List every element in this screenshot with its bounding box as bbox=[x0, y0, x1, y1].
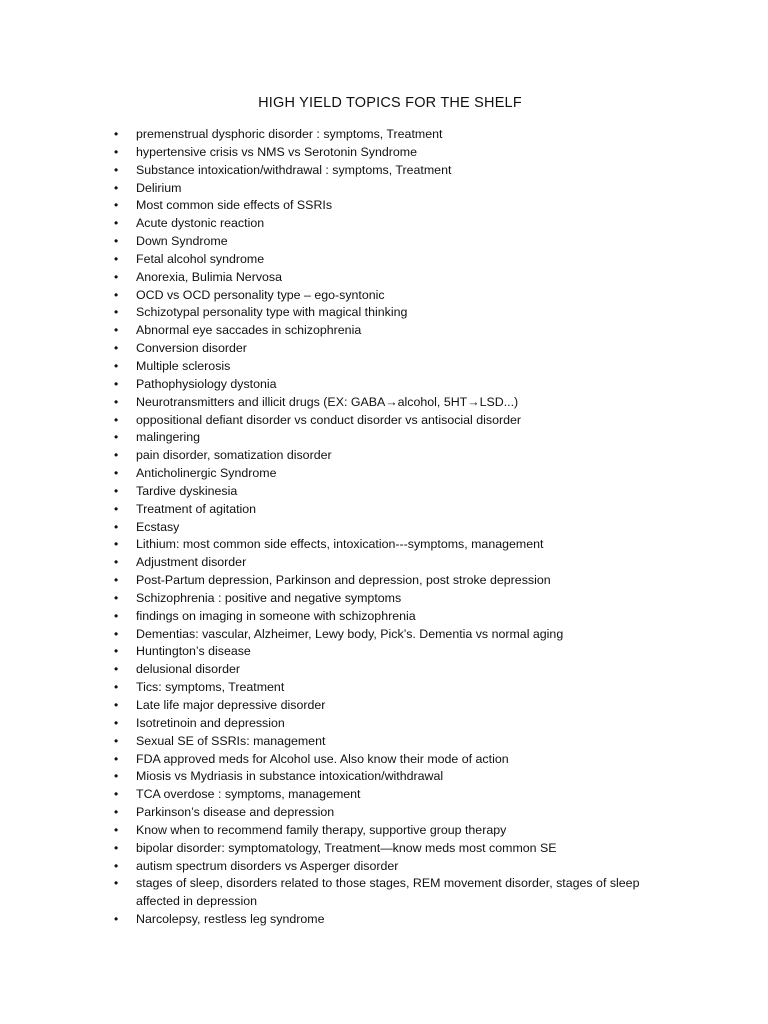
list-item bbox=[112, 572, 672, 590]
bullet-icon: • bbox=[114, 715, 119, 730]
topic-text: Lithium: most common side effects, intoxication---symptoms, management bbox=[136, 537, 544, 552]
topic-text: Anticholinergic Syndrome bbox=[136, 466, 277, 481]
topic-text: Multiple sclerosis bbox=[136, 358, 231, 373]
topic-text: malingering bbox=[136, 430, 201, 445]
topic-text: Tardive dyskinesia bbox=[136, 483, 238, 498]
list-item bbox=[112, 661, 672, 679]
bullet-icon: • bbox=[114, 876, 119, 891]
list-item bbox=[112, 751, 672, 769]
topic-text: findings on imaging in someone with schizophrenia bbox=[136, 608, 416, 623]
bullet-icon: • bbox=[114, 608, 119, 623]
list-item bbox=[112, 697, 672, 715]
bullet-icon: • bbox=[114, 769, 119, 784]
list-item bbox=[112, 840, 672, 858]
bullet-icon: • bbox=[114, 430, 119, 445]
list-item bbox=[112, 643, 672, 661]
bullet-icon: • bbox=[114, 501, 119, 516]
bullet-icon: • bbox=[114, 358, 119, 373]
list-item bbox=[112, 358, 672, 376]
document-title: HIGH YIELD TOPICS FOR THE SHELF bbox=[258, 95, 522, 111]
topic-text: Late life major depressive disorder bbox=[136, 698, 326, 712]
topic-text: Delirium bbox=[136, 180, 182, 195]
bullet-icon: • bbox=[114, 412, 119, 427]
list-item bbox=[112, 911, 672, 929]
topic-text: Huntington’s disease bbox=[136, 644, 251, 659]
list-item bbox=[112, 626, 672, 644]
list-item bbox=[112, 501, 672, 519]
bullet-icon: • bbox=[114, 305, 119, 320]
bullet-icon: • bbox=[114, 394, 119, 409]
topic-text: Most common side effects of SSRIs bbox=[136, 198, 333, 213]
topic-list bbox=[112, 126, 672, 929]
bullet-icon: • bbox=[114, 555, 119, 570]
list-item bbox=[112, 215, 672, 233]
topic-text: hypertensive crisis vs NMS vs Serotonin Syndrome bbox=[136, 144, 417, 159]
topic-text: Narcolepsy, restless leg syndrome bbox=[136, 912, 325, 927]
bullet-icon: • bbox=[114, 341, 119, 356]
bullet-icon: • bbox=[114, 590, 119, 605]
bullet-icon: • bbox=[114, 822, 119, 837]
bullet-icon: • bbox=[114, 840, 119, 855]
bullet-icon: • bbox=[114, 519, 119, 534]
topic-text: Anorexia, Bulimia Nervosa bbox=[136, 269, 282, 284]
topic-text: oppositional defiant disorder vs conduct disorder vs antisocial disorder bbox=[136, 412, 522, 427]
bullet-icon: • bbox=[114, 466, 119, 481]
list-item bbox=[112, 429, 672, 447]
topic-text: Abnormal eye saccades in schizophrenia bbox=[136, 323, 362, 338]
bullet-icon: • bbox=[114, 644, 119, 659]
bullet-icon: • bbox=[114, 573, 119, 588]
list-item bbox=[112, 126, 672, 144]
bullet-icon: • bbox=[114, 751, 119, 766]
topic-text: Schizotypal personality type with magical thinking bbox=[136, 305, 408, 320]
list-item bbox=[112, 394, 672, 412]
bullet-icon: • bbox=[114, 787, 119, 802]
list-item bbox=[112, 536, 672, 554]
list-item bbox=[112, 483, 672, 501]
bullet-icon: • bbox=[114, 216, 119, 231]
bullet-icon: • bbox=[114, 858, 119, 873]
topic-text: Conversion disorder bbox=[136, 341, 247, 356]
bullet-icon: • bbox=[114, 251, 119, 266]
topic-text: Fetal alcohol syndrome bbox=[136, 251, 265, 266]
list-item bbox=[112, 733, 672, 751]
bullet-icon: • bbox=[114, 662, 119, 677]
list-item bbox=[112, 340, 672, 358]
topic-text: Down Syndrome bbox=[136, 234, 228, 249]
topic-text: Adjustment disorder bbox=[136, 555, 247, 570]
list-item bbox=[112, 412, 672, 430]
list-item bbox=[112, 269, 672, 287]
topic-text: stages of sleep, disorders related to those stages, REM movement disorder, stages of sleep affected in depression bbox=[136, 876, 640, 909]
list-item bbox=[112, 162, 672, 180]
topic-text: delusional disorder bbox=[136, 662, 241, 677]
list-item bbox=[112, 768, 672, 786]
topic-text: Substance intoxication/withdrawal : symptoms, Treatment bbox=[136, 162, 452, 177]
topic-text: Tics: symptoms, Treatment bbox=[136, 680, 285, 695]
list-item bbox=[112, 197, 672, 215]
bullet-icon: • bbox=[114, 912, 119, 927]
bullet-icon: • bbox=[114, 180, 119, 195]
topic-text: TCA overdose : symptoms, management bbox=[136, 787, 361, 802]
topic-text: autism spectrum disorders vs Asperger disorder bbox=[136, 858, 399, 873]
bullet-icon: • bbox=[114, 162, 119, 177]
bullet-icon: • bbox=[114, 448, 119, 463]
topic-text: OCD vs OCD personality type – ego-syntonic bbox=[136, 287, 385, 302]
list-item bbox=[112, 322, 672, 340]
list-item bbox=[112, 287, 672, 305]
topic-text: Parkinson’s disease and depression bbox=[136, 805, 335, 820]
topic-text: Ecstasy bbox=[136, 519, 180, 534]
topic-text: Acute dystonic reaction bbox=[136, 216, 265, 231]
bullet-icon: • bbox=[114, 537, 119, 552]
list-item bbox=[112, 590, 672, 608]
topic-text: Miosis vs Mydriasis in substance intoxication/withdrawal bbox=[136, 769, 444, 784]
topic-text: premenstrual dysphoric disorder : symptoms, Treatment bbox=[136, 127, 443, 141]
bullet-icon: • bbox=[114, 287, 119, 302]
list-item bbox=[112, 233, 672, 251]
topic-text: FDA approved meds for Alcohol use. Also know their mode of action bbox=[136, 751, 509, 766]
list-item bbox=[112, 715, 672, 733]
list-item bbox=[112, 465, 672, 483]
list-item bbox=[112, 304, 672, 322]
list-item bbox=[112, 822, 672, 840]
bullet-icon: • bbox=[114, 376, 119, 391]
bullet-icon: • bbox=[114, 198, 119, 213]
topic-text: Sexual SE of SSRIs: management bbox=[136, 733, 326, 748]
topic-text: Post-Partum depression, Parkinson and depression, post stroke depression bbox=[136, 573, 551, 588]
bullet-icon: • bbox=[114, 680, 119, 695]
list-item bbox=[112, 875, 672, 911]
bullet-icon: • bbox=[114, 144, 119, 159]
list-item bbox=[112, 180, 672, 198]
bullet-icon: • bbox=[114, 323, 119, 338]
list-item bbox=[112, 376, 672, 394]
topic-text: Dementias: vascular, Alzheimer, Lewy body, Pick’s. Dementia vs normal aging bbox=[136, 626, 564, 641]
bullet-icon: • bbox=[114, 483, 119, 498]
list-item bbox=[112, 251, 672, 269]
bullet-icon: • bbox=[114, 269, 119, 284]
topic-text: Treatment of agitation bbox=[136, 501, 257, 516]
list-item bbox=[112, 608, 672, 626]
list-item bbox=[112, 804, 672, 822]
bullet-icon: • bbox=[114, 733, 119, 748]
list-item bbox=[112, 519, 672, 537]
list-item bbox=[112, 554, 672, 572]
list-item bbox=[112, 679, 672, 697]
list-item bbox=[112, 786, 672, 804]
topic-text: pain disorder, somatization disorder bbox=[136, 448, 332, 463]
bullet-icon: • bbox=[114, 626, 119, 641]
bullet-icon: • bbox=[114, 805, 119, 820]
topic-text: Know when to recommend family therapy, supportive group therapy bbox=[136, 822, 507, 837]
topic-text: bipolar disorder: symptomatology, Treatment—know meds most common SE bbox=[136, 840, 557, 855]
topic-text: Schizophrenia : positive and negative symptoms bbox=[136, 590, 402, 605]
list-item bbox=[112, 144, 672, 162]
bullet-icon: • bbox=[114, 127, 119, 141]
list-item bbox=[112, 447, 672, 465]
list-item bbox=[112, 858, 672, 876]
bullet-icon: • bbox=[114, 234, 119, 249]
bullet-icon: • bbox=[114, 698, 119, 712]
topic-text: Pathophysiology dystonia bbox=[136, 376, 277, 391]
topic-text: Neurotransmitters and illicit drugs (EX: GABA→alcohol, 5HT→LSD...) bbox=[136, 394, 519, 409]
topic-text: Isotretinoin and depression bbox=[136, 715, 285, 730]
